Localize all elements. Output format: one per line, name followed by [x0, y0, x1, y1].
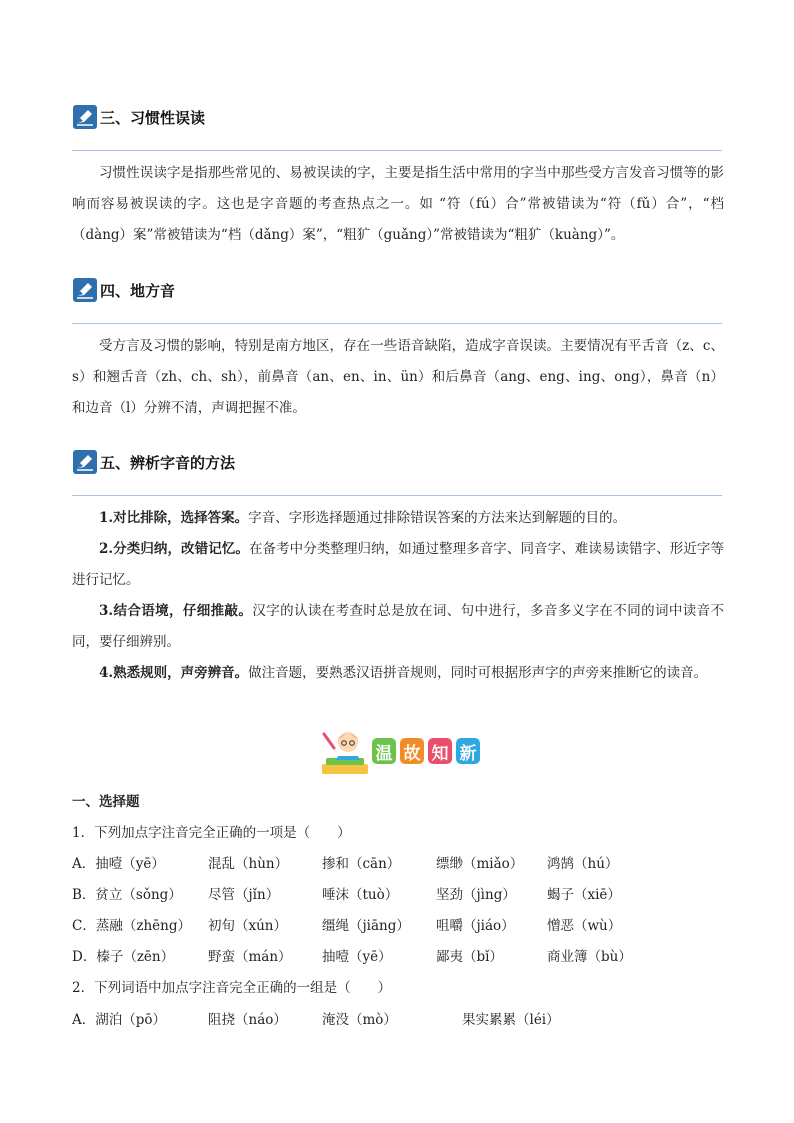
badge-title	[372, 738, 480, 764]
option-item: 尽管（jǐn）	[208, 887, 280, 903]
section-title: 五、辨析字音的方法	[100, 454, 236, 472]
option-row	[72, 883, 722, 907]
section-divider	[72, 495, 722, 496]
option-item: 掺和（cān）	[322, 856, 401, 872]
method-paragraph	[72, 503, 724, 534]
option-item: 鄙夷（bǐ）	[436, 949, 503, 965]
badge-char: 故	[400, 738, 424, 764]
pen-icon	[72, 277, 98, 303]
section-title: 四、地方音	[100, 282, 176, 300]
option-item: 果实累累（léi）	[462, 1012, 560, 1028]
review-badge	[318, 726, 500, 778]
badge-char: 温	[372, 738, 396, 764]
student-illustration-icon	[318, 726, 372, 778]
pen-icon	[72, 104, 98, 130]
option-item: A．湖泊（pō）	[72, 1012, 167, 1028]
option-item: C．蒸融（zhēng）	[72, 918, 191, 934]
method-text: 做注音题，要熟悉汉语拼音规则，同时可根据形声字的声旁来推断它的读音。	[248, 665, 708, 681]
method-paragraph	[72, 596, 724, 658]
section-header	[72, 277, 722, 307]
option-item: 混乱（hùn）	[208, 856, 289, 872]
option-item: 鸿鹄（hú）	[547, 856, 619, 872]
option-item: B．贫立（sǒng）	[72, 887, 182, 903]
section-header	[72, 104, 722, 134]
option-row	[72, 945, 722, 969]
paragraph: 习惯性误读字是指那些常见的、易被误读的字，主要是指生活中常用的字当中那些受方言发音习惯等的影响而容易被误读的字。这也是字音题的考查热点之一。如 “符（fú）合”常被错读为“符（fǔ）合”，“档（dàng）案”常被错读为“档（dǎng）案”，“粗犷（guǎng）”常被错读为“粗犷（kuàng）”。	[72, 165, 724, 243]
section-divider	[72, 150, 722, 151]
section-divider	[72, 323, 722, 324]
paragraph: 受方言及习惯的影响，特别是南方地区，存在一些语音缺陷，造成字音误读。主要情况有平舌音（z、c、s）和翘舌音（zh、ch、sh），前鼻音（an、en、in、ün）和后鼻音（ang、eng、ing、ong），鼻音（n）和边音（l）分辨不清，声调把握不准。	[72, 338, 724, 416]
method-label: 4.熟悉规则，声旁辨音。	[99, 665, 249, 681]
option-item: 抽噎（yē）	[322, 949, 392, 965]
method-text: 在备考中分类整理归纳，如通过整理多音字、同音字、难读易读错字、形近字等进行记忆。	[72, 541, 725, 588]
option-row	[72, 914, 722, 938]
option-row	[72, 1008, 722, 1032]
method-label: 3.结合语境，仔细推敲。	[99, 603, 253, 619]
question-stem: 1．下列加点字注音完全正确的一项是（ ）	[72, 825, 351, 841]
option-item: 初旬（xún）	[208, 918, 288, 934]
badge-char: 知	[428, 738, 452, 764]
method-text: 汉字的认读在考查时总是放在词、句中进行，多音多义字在不同的词中读音不同，要仔细辨别。	[72, 603, 725, 650]
option-item: 坚劲（jìng）	[436, 887, 516, 903]
option-item: 缰绳（jiāng）	[322, 918, 410, 934]
method-label: 2.分类归纳，改错记忆。	[99, 541, 249, 557]
option-item: 淹没（mò）	[322, 1012, 397, 1028]
option-row	[72, 852, 722, 876]
option-item: D．榛子（zēn）	[72, 949, 175, 965]
section-title: 三、习惯性误读	[100, 109, 206, 127]
method-text: 字音、字形选择题通过排除错误答案的方法来达到解题的目的。	[248, 510, 627, 526]
option-item: 咀嚼（jiáo）	[436, 918, 515, 934]
method-label: 1.对比排除，选择答案。	[99, 510, 249, 526]
method-paragraph	[72, 658, 724, 689]
option-item: 唾沫（tuò）	[322, 887, 399, 903]
option-item: 野蛮（mán）	[208, 949, 292, 965]
method-paragraph	[72, 534, 724, 596]
option-item: 蝎子（xiē）	[547, 887, 621, 903]
option-item: 憎恶（wù）	[547, 918, 622, 934]
question-section-heading: 一、选择题	[72, 794, 140, 810]
badge-char: 新	[456, 738, 480, 764]
option-item: A．抽噎（yē）	[72, 856, 165, 872]
question-stem: 2．下列词语中加点字注音完全正确的一组是（ ）	[72, 980, 392, 996]
option-item: 商业簿（bù）	[547, 949, 632, 965]
option-item: 缥缈（miǎo）	[436, 856, 524, 872]
pen-icon	[72, 449, 98, 475]
section-header	[72, 449, 722, 479]
option-item: 阻挠（náo）	[208, 1012, 287, 1028]
